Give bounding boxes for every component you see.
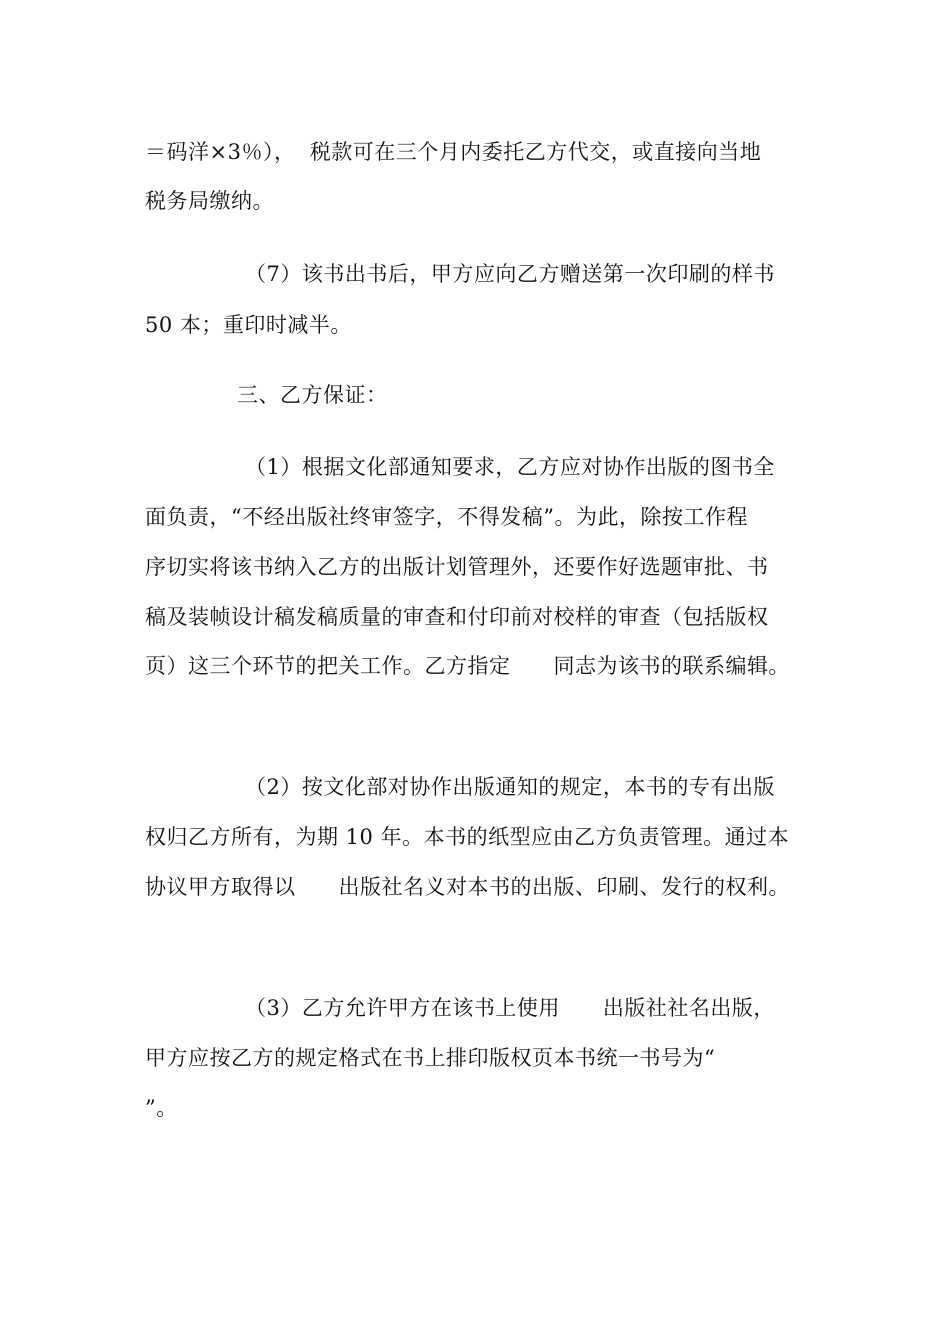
paragraph-line: （2）按文化部对协作出版通知的规定，本书的专有出版 bbox=[245, 775, 775, 799]
text-line: 页）这三个环节的把关工作。乙方指定 同志为该书的联系编辑。 bbox=[145, 654, 791, 678]
text-line: 税务局缴纳。 bbox=[145, 189, 274, 213]
text-line: 稿及装帧设计稿发稿质量的审查和付印前对校样的审查（包括版权 bbox=[145, 605, 769, 629]
text-line: 序切实将该书纳入乙方的出版计划管理外，还要作好选题审批、书 bbox=[145, 555, 769, 579]
text-line: 甲方应按乙方的规定格式在书上排印版权页本书统一书号为“ bbox=[145, 1046, 716, 1070]
text-line: ＝码洋×3％）， 税款可在三个月内委托乙方代交，或直接向当地 bbox=[145, 140, 762, 164]
text-line: ”。 bbox=[145, 1096, 178, 1120]
text-line: 50 本；重印时减半。 bbox=[145, 313, 352, 337]
text-line: 面负责，“不经出版社终审签字，不得发稿”。为此，除按工作程 bbox=[145, 505, 748, 529]
paragraph-line: （7）该书出书后，甲方应向乙方赠送第一次印刷的样书 bbox=[245, 262, 775, 286]
paragraph-line: （1）根据文化部通知要求，乙方应对协作出版的图书全 bbox=[245, 455, 775, 479]
paragraph-line: （3）乙方允许甲方在该书上使用 出版社社名出版， bbox=[245, 996, 775, 1020]
text-line: 权归乙方所有，为期 10 年。本书的纸型应由乙方负责管理。通过本 bbox=[145, 825, 790, 849]
text-line: 协议甲方取得以 出版社名义对本书的出版、印刷、发行的权利。 bbox=[145, 875, 791, 899]
section-heading: 三、乙方保证： bbox=[237, 383, 388, 407]
